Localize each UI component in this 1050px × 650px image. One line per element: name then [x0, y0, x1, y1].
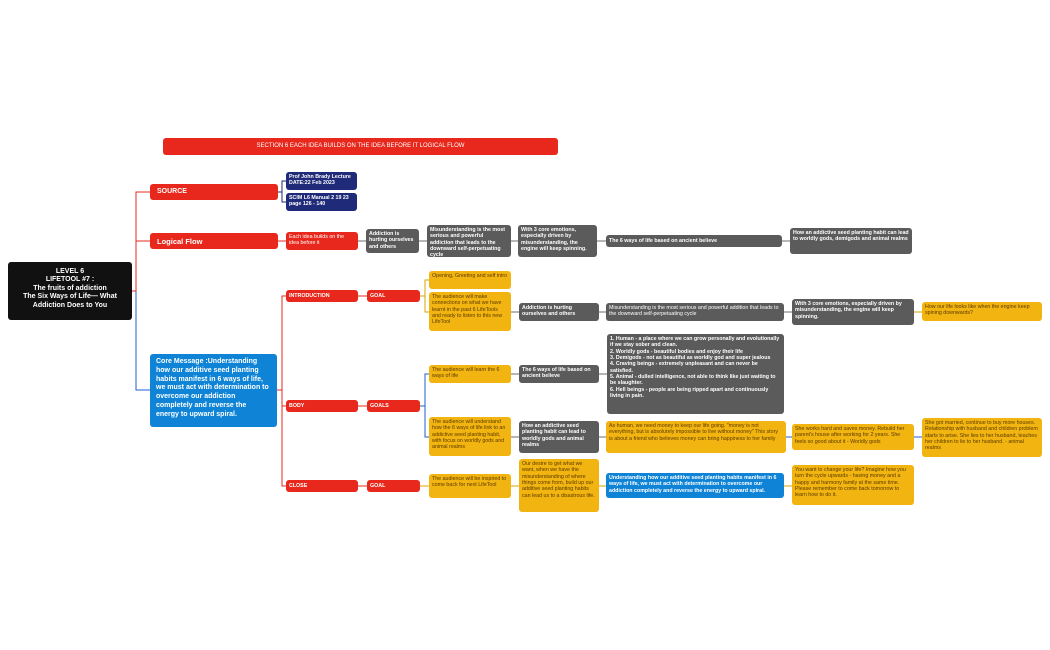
- source-ref-manual[interactable]: [286, 193, 357, 211]
- core-message-text: Core Message :Understanding how our additive seed planting habits manifest in 6 ways of life, we must act with determination to overcome our addiction completely and reverse the energy to upward spiral.: [156, 358, 269, 418]
- six-ways-item: 6. Hell beings - people are being ripped apart and continuously living in pain.: [610, 386, 769, 400]
- goal-label: GOAL: [370, 292, 386, 299]
- six-ways-item: 5. Animal - dulled intelligence, not able to think like just waiting to be slaughter.: [610, 374, 776, 387]
- body-goal[interactable]: [367, 400, 420, 412]
- close-understanding-text: Understanding how our additive seed planting habits manifest in 6 ways of life, we must act with determination to overcome our addiction completely and reverse the energy to upward spiral.: [609, 475, 777, 494]
- body-learn-text: The audience will learn the 6 ways of life: [432, 367, 500, 380]
- flow-step-text: How an addictive seed planting habit can lead to worldly gods, demigods and animal realms: [793, 230, 909, 243]
- section-header[interactable]: [163, 138, 558, 155]
- close-inspired[interactable]: [429, 474, 511, 498]
- six-ways-item: 4. Craving beings - extremely unpleasant and can never be satisfied.: [610, 361, 758, 374]
- body-works-text: She works hard and saves money. Rebuild her parent's house after working for 2 years. She feels so good about it - Worldly gods: [795, 426, 905, 445]
- source-ref-lecture[interactable]: [286, 172, 357, 190]
- intro-misunderstanding[interactable]: [606, 303, 784, 321]
- source-ref-text: SCIM L6 Manual 2 19 23 page 126 - 140: [289, 195, 349, 208]
- intro-addiction[interactable]: [519, 303, 599, 321]
- root-line: The Six Ways of Life— What: [23, 293, 117, 301]
- intro-audience-text: The audience will make connections on what we have learnt in the past 6 LifeTools and ready to listen to this new LifeTool: [432, 294, 503, 326]
- body-story-text: As human, we need money to keep our life going. "money is not everything, but is absolutely impossible to live without money" This story is about a friend who believes money can bring happiness to her family: [609, 423, 779, 442]
- source-label: SOURCE: [157, 187, 187, 195]
- intro-emotions-text: With 3 core emotions, especially driven by misunderstanding, the engine will keep spinning.: [795, 301, 902, 320]
- flow-step-text: With 3 core emotions, especially driven by misunderstanding, the engine will keep spinning.: [521, 227, 587, 253]
- close-understanding[interactable]: [606, 473, 784, 498]
- intro-emotions[interactable]: [792, 299, 914, 325]
- close-label: CLOSE: [289, 482, 308, 489]
- introduction-goal[interactable]: [367, 290, 420, 302]
- root-node[interactable]: [8, 262, 132, 320]
- close-change[interactable]: [792, 465, 914, 505]
- section-header-text: SECTION 6 EACH IDEA BUILDS ON THE IDEA BEFORE IT LOGICAL FLOW: [256, 142, 465, 149]
- six-ways-item: 3. Demigods - not as beautiful as worldly god and super jealous: [610, 355, 771, 362]
- flow-step-5[interactable]: [606, 235, 782, 247]
- flow-step-2[interactable]: [366, 229, 419, 253]
- flow-step-4[interactable]: [518, 225, 597, 257]
- intro-opening[interactable]: [429, 271, 511, 289]
- flow-step-text: Misunderstanding is the most serious and powerful addiction that leads to the downward self-perpetuating cycle: [430, 227, 506, 257]
- root-line: LIFETOOL #7 :: [45, 276, 95, 284]
- flow-step-1[interactable]: [286, 232, 358, 250]
- six-ways-item: 2. Worldly gods - beautiful bodies and enjoy their life: [610, 348, 743, 355]
- introduction-label: INTRODUCTION: [289, 292, 330, 299]
- close-desire-text: Our desire to get what we want, when we have the misunderstanding of where things come from, build up our additive seed planting habits can lead us to a disastrous life.: [522, 461, 595, 499]
- intro-question-text: How our life looks like when the engine keep spining downwards?: [925, 304, 1030, 317]
- six-ways-list[interactable]: [607, 334, 784, 414]
- body-story[interactable]: [606, 421, 786, 453]
- close-desire[interactable]: [519, 459, 599, 512]
- logical-flow-node[interactable]: [150, 233, 278, 249]
- flow-step-text: The 6 ways of life based on ancient believe: [609, 237, 718, 244]
- goal-label: GOALS: [370, 402, 389, 409]
- close-change-text: You want to change your life? Imagine how you turn the cycle upwards - having money and a happy and harmony family at the same time. Please remember to come back tomorrow to learn how to do it.: [795, 467, 906, 499]
- body-works[interactable]: [792, 424, 914, 450]
- close-goal[interactable]: [367, 480, 420, 492]
- root-line: The fruits of addiction: [33, 284, 107, 292]
- close-inspired-text: The audience will be inspired to come back for next LifeTool: [432, 476, 507, 489]
- intro-audience[interactable]: [429, 292, 511, 331]
- six-ways-item: 1. Human - a place where we can grow personally and evolutionally if we stay sober and clean.: [610, 336, 780, 349]
- body-habit[interactable]: [519, 421, 599, 453]
- intro-question[interactable]: [922, 302, 1042, 321]
- body-node[interactable]: [286, 400, 358, 412]
- flow-step-6[interactable]: [790, 228, 912, 254]
- body-habit-text: How an addictive seed planting habit can lead to worldly gods and animal realms: [522, 423, 586, 449]
- body-six-ways-text: The 6 ways of life based on ancient believe: [522, 367, 591, 380]
- core-message-node[interactable]: [150, 354, 277, 427]
- source-ref-text: Prof John Brady Lecture DATE:22 Feb 2023: [289, 174, 351, 187]
- goal-label: GOAL: [370, 482, 386, 489]
- intro-addiction-text: Addiction is hurting ourselves and others: [522, 305, 576, 318]
- root-line: LEVEL 6: [55, 268, 85, 275]
- logical-flow-label: Logical Flow: [157, 236, 203, 246]
- intro-misunderstanding-text: Misunderstanding is the most serious and powerful addition that leads to the downward self-perpetuating cycle: [609, 305, 779, 318]
- body-learn[interactable]: [429, 365, 511, 383]
- flow-step-text: Addiction is hurting ourselves and others: [369, 231, 414, 250]
- body-married-text: She got married, continue to buy more houses. Relationship with husband and children problem starts to arise. She lies to her husband, teaches her children to lie to her husband. - animal realms: [925, 420, 1038, 452]
- close-node[interactable]: [286, 480, 358, 492]
- flow-step-3[interactable]: [427, 225, 511, 257]
- introduction-node[interactable]: [286, 290, 358, 302]
- source-node[interactable]: [150, 184, 278, 200]
- root-line: Addiction Does to You: [32, 301, 108, 309]
- body-understand-text: The audience will understand how the 6 ways of life link to an addictive seed planting habit, with focus on worldly gods and animal realms: [432, 419, 506, 451]
- body-six-ways[interactable]: [519, 365, 599, 383]
- intro-opening-text: Opening, Greeting and self intro: [432, 273, 508, 279]
- body-married[interactable]: [922, 418, 1042, 457]
- body-understand[interactable]: [429, 417, 511, 456]
- flow-step-text: Each idea builds on the idea before it: [289, 234, 345, 247]
- body-label: BODY: [289, 402, 305, 409]
